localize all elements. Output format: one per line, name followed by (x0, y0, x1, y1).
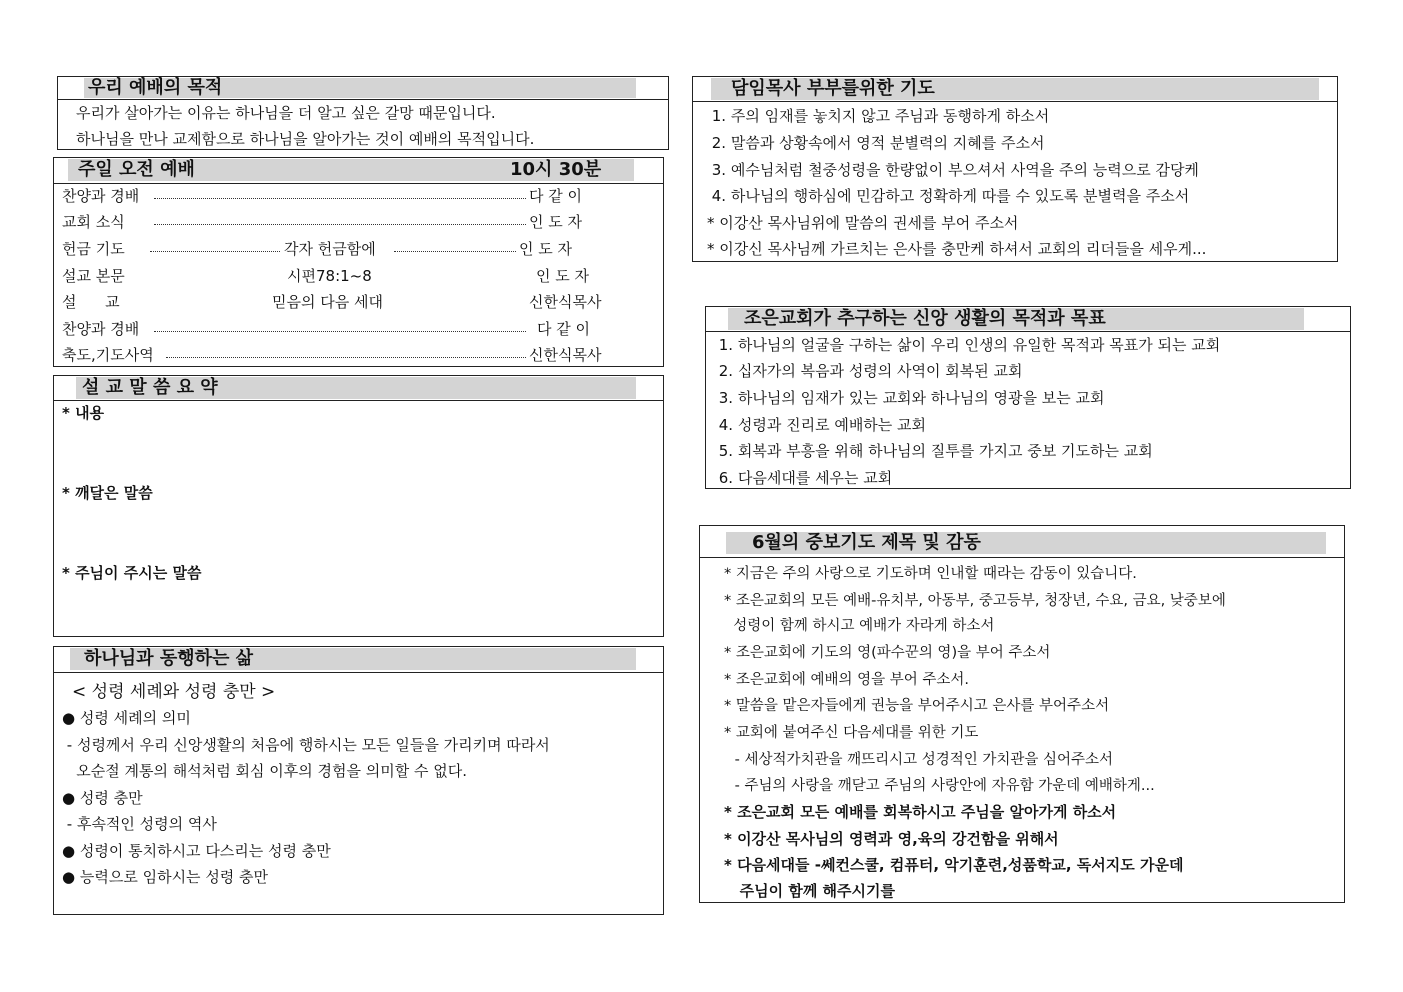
service-row-right: 신한식목사 (529, 346, 602, 364)
service-row-right: 다 같 이 (537, 320, 591, 338)
pastor-prayer-line: 2. 말씀과 상황속에서 영적 분별력의 지혜를 주소서 (707, 134, 1045, 152)
service-row-right: 인 도 자 (529, 213, 583, 231)
service-row-label: 헌금 기도 (62, 240, 125, 258)
church-goals-line: 3. 하나님의 임재가 있는 교회와 하나님의 영광을 보는 교회 (714, 389, 1105, 407)
worship-purpose-title: 우리 예배의 목적 (84, 78, 636, 98)
worship-purpose-line: 우리가 살아가는 이유는 하나님을 더 알고 싶은 갈망 때문입니다. (76, 104, 496, 122)
walk-line: ● 성령 세례의 의미 (62, 709, 191, 727)
leader-dots (150, 251, 280, 252)
service-title: 주일 오전 예배 (68, 159, 634, 181)
service-row-label: 찬양과 경배 (62, 187, 140, 205)
service-row-right: 인 도 자 (536, 267, 590, 285)
leader-dots (166, 357, 526, 358)
service-row-right: 다 같 이 (529, 187, 583, 205)
church-goals-title: 조은교회가 추구하는 신앙 생활의 목적과 목표 (728, 308, 1304, 330)
sermon-summary-box (53, 375, 664, 637)
leader-dots (394, 251, 516, 252)
sermon-item: * 주님이 주시는 말씀 (62, 564, 202, 582)
pastor-prayer-line: 3. 예수님처럼 철중성령을 한량없이 부으셔서 사역을 주의 능력으로 감당케 (707, 161, 1199, 179)
intercession-line: * 조은교회에 예배의 영을 부어 주소서. (724, 672, 970, 688)
intercession-line: - 세상적가치관을 깨뜨리시고 성경적인 가치관을 심어주소서 (730, 752, 1114, 768)
intercession-line: * 다음세대들 -쎄컨스쿨, 컴퓨터, 악기훈련,성품학교, 독서지도 가운데 (724, 856, 1184, 874)
intercession-line: * 지금은 주의 사랑으로 기도하며 인내할 때라는 감동이 있습니다. (724, 566, 1137, 582)
sermon-item: * 깨달은 말씀 (62, 484, 153, 502)
walk-line: - 성령께서 우리 신앙생활의 처음에 행하시는 모든 일들을 가리키며 따라서 (62, 736, 550, 754)
service-row-mid: 믿음의 다음 세대 (272, 293, 383, 311)
pastor-prayer-line: * 이강신 목사님께 가르치는 은사를 충만케 하셔서 교회의 리더들을 세우게... (707, 240, 1207, 258)
intercession-title: 6월의 중보기도 제목 및 감동 (726, 532, 1326, 554)
intercession-line: 주님이 함께 해주시기를 (724, 882, 896, 900)
church-goals-line: 5. 회복과 부흥을 위해 하나님의 질투를 가지고 중보 기도하는 교회 (714, 442, 1153, 460)
walk-line: ● 능력으로 임하시는 성령 충만 (62, 868, 269, 886)
leader-dots (154, 224, 526, 225)
intercession-line: * 조은교회의 모든 예배-유치부, 아동부, 중고등부, 청장년, 수요, 금요, 낮중보에 (724, 593, 1226, 609)
intercession-box (699, 525, 1345, 903)
walk-line: - 후속적인 성령의 역사 (62, 815, 217, 833)
leader-dots (154, 331, 526, 332)
church-goals-line: 6. 다음세대를 세우는 교회 (714, 469, 893, 487)
service-time: 10시 30분 (510, 159, 602, 180)
service-row-label: 설교 본문 (62, 267, 125, 285)
sermon-item: * 내용 (62, 404, 105, 422)
intercession-line: 성령이 함께 하시고 예배가 자라게 하소서 (724, 618, 995, 634)
walk-title: 하나님과 동행하는 삶 (70, 648, 636, 670)
service-row-label: 찬양과 경배 (62, 320, 140, 338)
sermon-summary-title: 설 교 말 씀 요 약 (76, 377, 636, 399)
intercession-line: * 조은교회 모든 예배를 회복하시고 주님을 알아가게 하소서 (724, 803, 1117, 821)
leader-dots (154, 198, 526, 199)
walk-line: ● 성령이 통치하시고 다스리는 성령 충만 (62, 842, 331, 860)
service-row-mid: 각자 헌금함에 (284, 240, 376, 258)
service-row-label: 설 교 (62, 293, 120, 311)
intercession-line: * 말씀을 맡은자들에게 권능을 부어주시고 은사를 부어주소서 (724, 698, 1110, 714)
pastor-prayer-line: 1. 주의 임재를 놓치지 않고 주님과 동행하게 하소서 (707, 107, 1050, 125)
worship-purpose-box (57, 76, 669, 150)
church-goals-line: 4. 성령과 진리로 예배하는 교회 (714, 416, 927, 434)
walk-subtitle: < 성령 세례와 성령 충만 > (72, 682, 276, 702)
service-row-right: 신한식목사 (529, 293, 602, 311)
walk-line: 오순절 계통의 해석처럼 회심 이후의 경험을 의미할 수 없다. (62, 762, 467, 780)
pastor-prayer-line: * 이강산 목사님위에 말씀의 권세를 부어 주소서 (707, 214, 1019, 232)
walk-line: ● 성령 충만 (62, 789, 143, 807)
church-goals-box (705, 306, 1351, 489)
intercession-line: * 이강산 목사님의 영력과 영,육의 강건함을 위해서 (724, 830, 1059, 848)
service-row-label: 교회 소식 (62, 213, 125, 231)
service-row-label: 축도,기도사역 (62, 346, 154, 364)
walk-with-god-box (53, 646, 664, 915)
pastor-prayer-title: 담임목사 부부를위한 기도 (711, 78, 1319, 100)
sunday-service-box (53, 157, 664, 367)
service-row-mid: 시편78:1~8 (287, 267, 372, 285)
pastor-prayer-line: 4. 하나님의 행하심에 민감하고 정확하게 따를 수 있도록 분별력을 주소서 (707, 187, 1190, 205)
pastor-prayer-box (692, 76, 1338, 262)
church-goals-line: 1. 하나님의 얼굴을 구하는 삶이 우리 인생의 유일한 목적과 목표가 되는 교회 (714, 336, 1221, 354)
church-goals-line: 2. 십자가의 복음과 성령의 사역이 회복된 교회 (714, 362, 1023, 380)
intercession-line: * 교회에 붙여주신 다음세대를 위한 기도 (724, 725, 979, 741)
service-row-right: 인 도 자 (519, 240, 573, 258)
worship-purpose-line: 하나님을 만나 교제함으로 하나님을 알아가는 것이 예배의 목적입니다. (76, 130, 535, 148)
intercession-line: - 주님의 사랑을 깨닫고 주님의 사랑안에 자유함 가운데 예배하게... (730, 778, 1155, 794)
intercession-line: * 조은교회에 기도의 영(파수꾼의 영)을 부어 주소서 (724, 645, 1051, 661)
